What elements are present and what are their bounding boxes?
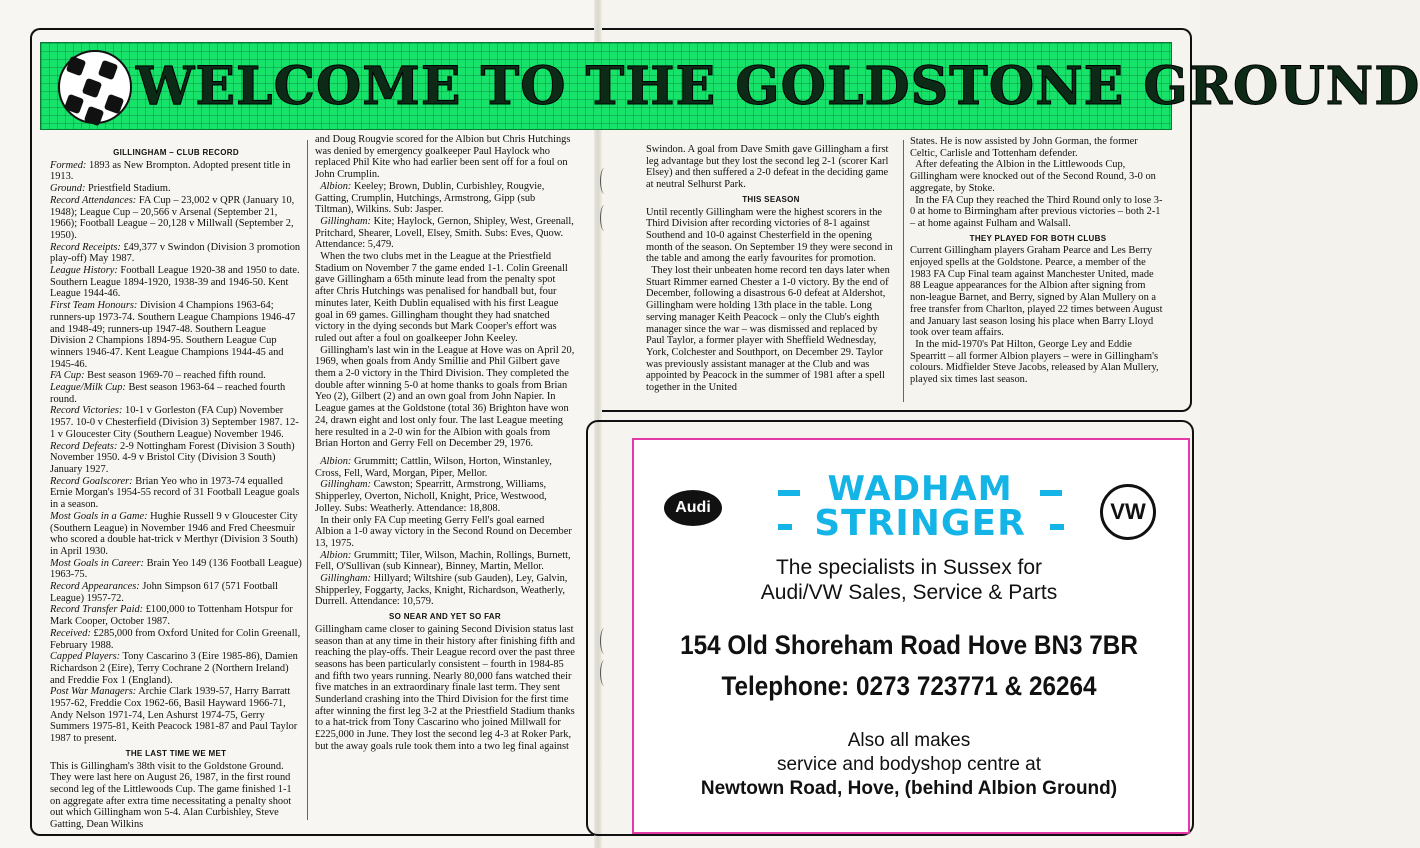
record-item: League History: Football League 1920-38 and 1950 to date. Southern League 1894-1920, 1938-39 and 1946-50. Kent League 1944-46. (50, 265, 300, 300)
article-column-1 (50, 144, 302, 831)
record-item: Capped Players: Tony Cascarino 3 (Eire 1985-86), Damien Richardson 2 (Eire), Terry Cochrane 2 (Northern Ireland) and Freddie Fox 1 (England). (50, 651, 298, 686)
record-item: First Team Honours: Division 4 Champions 1963-64; runners-up 1973-74. Southern League Champions 1946-47 and 1948-49; runners-up 1947-48. Southern League Division 2 Champions 1894-95. Southern League Cup winners 1946-47. Kent League Champions 1944-45 and 1945-46. (50, 300, 296, 370)
paragraph: Albion: Grummitt; Cattlin, Wilson, Horton, Winstanley, Cross, Fell, Ward, Morgan, Piper, Mellor. (315, 455, 552, 479)
record-item: Record Victories: 10-1 v Gorleston (FA Cup) November 1957. 10-0 v Chesterfield (Division 3) September 1987. 12-1 v Gloucester City (Southern League) November 1946. (50, 405, 299, 440)
record-item: Received: £285,000 from Oxford United for Colin Greenall, February 1988. (50, 627, 301, 651)
column-divider (903, 140, 904, 402)
paragraph: This is Gillingham's 38th visit to the Goldstone Ground. They were last here on August 26, 1987, in the first round second leg of the Littlewoods Cup. The game finished 1-1 on aggregate after extra time necessitating a penalty shoot out which Gillingham won 5-4. Alan Curbishley, Steve Gatting, Dean Wilkins (50, 760, 292, 831)
record-item: Post War Managers: Archie Clark 1939-57, Harry Barratt 1957-62, Freddie Cox 1962-66, Basil Hayward 1966-71, Andy Nelson 1971-74, Len Ashurst 1974-75, Gerry Summers 1975-81, Keith Peacock 1981-87 and Paul Taylor 1987 to present. (50, 686, 298, 745)
section-heading: THE LAST TIME WE MET (125, 748, 227, 758)
paragraph: Gillingham: Kite; Haylock, Gernon, Shipley, West, Greenall, Pritchard, Shearer, Lovell, Elsey, Smith. Subs: Eves, Quow. Attendance: 5,479. (315, 215, 574, 251)
record-item: FA Cup: Best season 1969-70 – reached fifth round. (50, 370, 266, 382)
paragraph: When the two clubs met in the League at the Priestfield Stadium on November 7 the game ended 1-1. Colin Greenall gave Gillingham a 65th minute lead from the penalty spot after Chris Hutchings was penalised for handball but, four minutes later, Keith Dublin equalised with his first League goal in 69 games. Gillingham thought they had snatched victory in the dying seconds but Mark Cooper's effort was ruled out after a foul on goalkeeper John Keeley. (315, 251, 568, 344)
article-column-2 (315, 134, 575, 753)
record-item: Formed: 1893 as New Brompton. Adopted present title in 1913. (50, 159, 291, 183)
football-icon (58, 50, 132, 124)
paragraph: Swindon. A goal from Dave Smith gave Gillingham a first leg advantage but they lost the second leg 2-1 (scorer Karl Elsey) and then suffered a 2-0 defeat in the deciding game at neutral Selhurst Park. (646, 144, 889, 191)
section-heading: GILLINGHAM – CLUB RECORD (113, 148, 239, 157)
paragraph: States. He is now assisted by John Gorman, the former Celtic, Carlisle and Tottenham defender. (910, 136, 1138, 159)
section-heading: THIS SEASON (742, 194, 800, 204)
paragraph: In the mid-1970's Pat Hilton, George Ley and Eddie Spearritt – all former Albion players – were in Gillingham's colours. Midfielder Steve Jacobs, released by Alan Mullery, played six times last season. (910, 338, 1159, 386)
paragraph: Gillingham came closer to gaining Second Division status last season than at any time in their history after finishing fifth and reaching the play-offs. Their League record over the past three seasons has been particularly consistent – fourth in 1984-85 and fifth two years running. Nearly 80,000 fans watched their five matches in an extraordinary finale last term. They sent Sunderland crashing into the Third Division for the first time after winning the first leg 3-2 at the Priestfield Stadium thanks to a hat-trick from Tony Cascarino who joined Millwall for £225,000 in June. They lost the second leg 4-3 at Roker Park, but the away goals rule took them into a two leg final against (315, 623, 575, 752)
paragraph: Gillingham's last win in the League at Hove was on April 20, 1969, when goals from Andy Smillie and Phil Gilbert gave them a 2-0 victory in the Third Division. They completed the double after winning 5-0 at home thanks to goals from Brian Yeo (2), Gilbert (2) and an own goal from John Napier. In League games at the Goldstone (total 36) Brighton have won 24, drawn eight and lost only four. The last League meeting here resulted in a 2-0 win for the Albion with goals from Brian Horton and Gerry Fell on December 29, 1976. (315, 344, 575, 450)
advert-extra: Also all makes (847, 730, 971, 751)
record-item: Record Goalscorer: Brian Yeo who in 1973-74 equalled Ernie Morgan's 1954-55 record of 31 Football League goals in a season. (50, 475, 300, 511)
record-item: Record Transfer Paid: £100,000 to Tottenham Hotspur for Mark Cooper, October 1987. (50, 604, 293, 628)
paragraph: Gillingham: Cawston; Spearritt, Armstrong, Williams, Shipperley, Overton, Nicholl, Knight, Price, Westwood, Jolley. Subs: Weatherly. Attendance: 18,808. (315, 479, 547, 514)
record-item: Record Attendances: FA Cup – 23,002 v QPR (January 10, 1948); League Cup – 20,566 v Arsenal (September 21, 1966); Football League – 20,128 v Millwall (September 2, 1950). (50, 194, 295, 241)
record-item: Record Receipts: £49,377 v Swindon (Division 3 promotion play-off) May 1987. (50, 241, 301, 265)
brand-name-line2: STRINGER (814, 503, 1026, 544)
paragraph: After defeating the Albion in the Littlewoods Cup, Gillingham were knocked out of the Second Round, 3-0 on aggregate, by Stoke. (910, 159, 1156, 194)
banner-title: WELCOME TO THE GOLDSTONE GROUND (136, 56, 1420, 117)
record-item: Most Goals in a Game: Hughie Russell 9 v Gloucester City (Southern League) in November 1946 and Fred Cheesmuir who scored a double hat-trick v Merthyr (Division 3 South) in April 1930. (50, 510, 298, 557)
audi-logo-icon: Audi (664, 490, 722, 526)
club-record-list (50, 160, 302, 745)
record-item: League/Milk Cup: Best season 1963-64 – reached fourth round. (50, 382, 286, 405)
paragraph: In the FA Cup they reached the Third Round only to lose 3-0 at home to Birmingham after previous victories – both 2-1 – at home against Fulham and Walsall. (910, 194, 1163, 229)
advert-location: Newtown Road, Hove, (behind Albion Ground) (700, 778, 1118, 799)
paragraph: and Doug Rougvie scored for the Albion but Chris Hutchings was denied by emergency goalkeeper Paul Haylock who replaced Phil Kite who had earlier been sent off for a foul on John Crumplin. (315, 134, 571, 181)
column-divider (307, 140, 308, 820)
welcome-banner (40, 42, 1420, 130)
advert-address: 154 Old Shoreham Road Hove BN3 7BR (680, 630, 1138, 660)
advert-extra: service and bodyshop centre at (776, 754, 1042, 775)
vw-logo-icon: VW (1100, 484, 1156, 540)
paragraph: Gillingham: Hillyard; Wiltshire (sub Gauden), Ley, Galvin, Shipperley, Foggarty, Jacks, Knight, Richardson, Weatherly, Durrell. Attendance: 10,579. (315, 573, 568, 608)
paragraph: Albion: Grummitt; Tiler, Wilson, Machin, Rollings, Burnett, Fell, O'Sullivan (sub Kinnear), Binney, Martin, Mellor. (315, 549, 571, 573)
article-column-4 (910, 136, 1166, 386)
article-column-3 (646, 144, 896, 394)
section-heading: SO NEAR AND YET SO FAR (389, 612, 501, 622)
advert-telephone: Telephone: 0273 723771 & 26264 (721, 671, 1097, 701)
record-item: Ground: Priestfield Stadium. (50, 183, 171, 195)
paragraph: Current Gillingham players Graham Pearce and Les Berry enjoyed spells at the Goldstone. Pearce, a member of the 1983 FA Cup Final team against Manchester United, made 88 League appearances for the Albion after signing from non-league Barnet, and Berry, signed by Alan Mullery on a free transfer from Charlton, played 22 times between August and January last season losing his place when Barry Lloyd took over team affairs. (910, 245, 1163, 339)
advert-tagline: The specialists in Sussex for (775, 556, 1043, 579)
record-item: Record Appearances: John Simpson 617 (571 Football League) 1957-72. (50, 581, 279, 604)
advert-tagline: Audi/VW Sales, Service & Parts (760, 581, 1058, 604)
paragraph: In their only FA Cup meeting Gerry Fell's goal earned Albion a 1-0 away victory in the Second Round on December 13, 1975. (315, 514, 572, 549)
record-item: Record Defeats: 2-9 Nottingham Forest (Division 3 South) November 1950. 4-9 v Bristol City (Division 3 South) January 1927. (50, 440, 295, 475)
record-item: Most Goals in Career: Brain Yeo 149 (136 Football League) 1963-75. (50, 557, 302, 581)
section-heading: THEY PLAYED FOR BOTH CLUBS (969, 233, 1107, 243)
paragraph: They lost their unbeaten home record ten days later when Stuart Rimmer earned Chester a 1-0 victory. By the end of December, following a disastrous 6-0 defeat at Aldershot, Gillingham were holding 13th place in the table. Long serving manager Keith Peacock – only the Club's eighth manager since the war – was dismissed and replaced by Paul Taylor, a former player with Sheffield Wednesday, York, Colchester and Southport, on December 29. Taylor was previously assistant manager at the Club and was appointed by Peacock in the summer of 1981 after a spell together in the United (646, 265, 890, 394)
paragraph: Albion: Keeley; Brown, Dublin, Curbishley, Rougvie, Gatting, Crumplin, Hutchings, Armstrong, Gipp (sub Tiltman), Wilkins. Sub: Jasper. (315, 180, 545, 216)
paragraph: Until recently Gillingham were the highest scorers in the Third Division after recording victories of 8-1 against Southend and 10-0 against Chesterfield in the opening month of the season. On September 19 they were second in the table and among the early favourites for promotion. (646, 206, 893, 265)
brand-name-line1: WADHAM (827, 469, 1013, 509)
